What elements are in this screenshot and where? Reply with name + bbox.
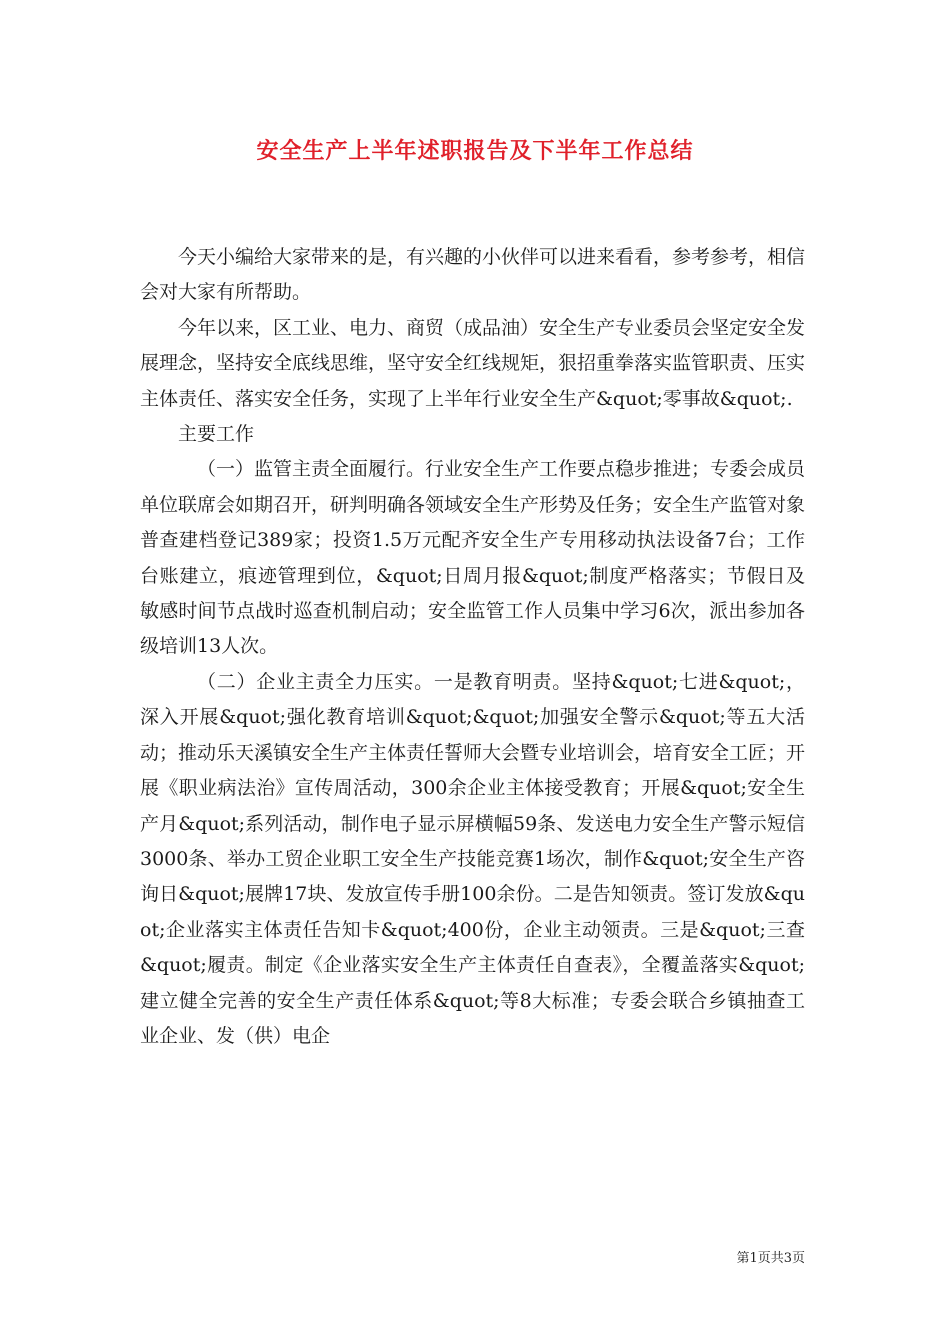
- page-number: 第1页共3页: [736, 1251, 805, 1266]
- section-one-paragraph: （一）监管主责全面履行。行业安全生产工作要点稳步推进；专委会成员单位联席会如期召开，研判明确各领域安全生产形势及任务；安全生产监管对象普查建档登记389家；投资1.5万元配齐安全生产专用移动执法设备7台；工作台账建立，痕迹管理到位，&quot;日周月报&quot;制度严格落实；节假日及敏感时间节点战时巡查机制启动；安全监管工作人员集中学习6次，派出参加各级培训13人次。: [140, 458, 806, 658]
- document-title: 安全生产上半年述职报告及下半年工作总结: [256, 138, 694, 164]
- summary-paragraph: 今年以来，区工业、电力、商贸（成品油）安全生产专业委员会坚定安全发展理念，坚持安全底线思维，坚守安全红线规矩，狠招重拳落实监管职责、压实主体责任、落实安全任务，实现了上半年行业安全生产&quot;零事故&quot;.: [140, 316, 806, 410]
- document-body: [140, 240, 805, 1054]
- intro-paragraph: 今天小编给大家带来的是，有兴趣的小伙伴可以进来看看，参考参考，相信会对大家有所帮助。: [140, 246, 806, 304]
- section-two-paragraph: （二）企业主责全力压实。一是教育明责。坚持&quot;七进&quot;，深入开展&quot;强化教育培训&quot;&quot;加强安全警示&quot;等五大活动；推动乐天溪镇安全生产主体责任誓师大会暨专业培训会，培育安全工匠；开展《职业病法治》宣传周活动，300余企业主体接受教育；开展&quot;安全生产月&quot;系列活动，制作电子显示屏横幅59条、发送电力安全生产警示短信3000条、举办工贸企业职工安全生产技能竞赛1场次，制作&quot;安全生产咨询日&quot;展牌17块、发放宣传手册100余份。二是告知领责。签订发放&quot;企业落实主体责任告知卡&quot;400份，企业主动领责。三是&quot;三查&quot;履责。制定《企业落实安全生产主体责任自查表》，全覆盖落实&quot;建立健全完善的安全生产责任体系&quot;等8大标准；专委会联合乡镇抽查工业企业、发（供）电企: [140, 670, 806, 1047]
- section-heading: 主要工作: [178, 423, 255, 446]
